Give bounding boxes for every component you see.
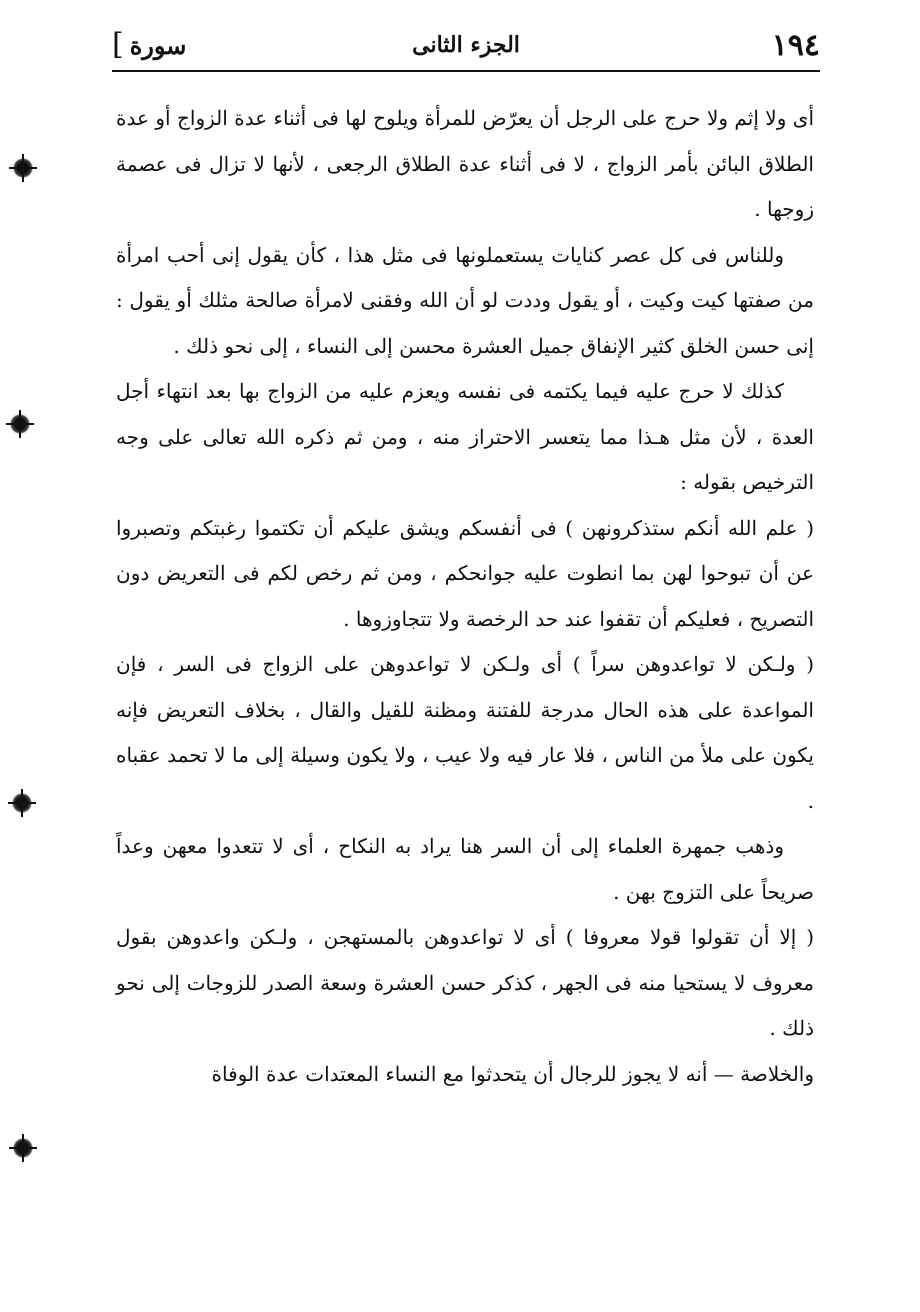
ink-blot-icon [13, 1138, 33, 1158]
paragraph-4: ( علم الله أنكم ستذكرونهن ) فى أنفسكم ويشق عليكم أن تكتموا رغبتكم وتصبروا عن أن تبوحوا لهن بما انطوت عليه جوانحكم ، ومن ثم رخص لكم فى التعريض دون التصريح ، فعليكم أن تقفوا عند حد الرخصة ولا تتجاوزوها . [116, 515, 814, 631]
page-header [112, 26, 820, 66]
ink-blot-icon [13, 158, 33, 178]
page-number: ١٩٤ [771, 28, 820, 63]
header-divider [112, 70, 820, 72]
paragraph-1: أى ولا إثم ولا حرج على الرجل أن يعرّض للمرأة ويلوح لها فى أثناء عدة الزواج أو عدة الطلاق البائن بأمر الزواج ، لا فى أثناء عدة الطلاق الرجعى ، لأنها لا تزال فى عصمة زوجها . [116, 106, 814, 221]
paragraph-6: وذهب جمهرة العلماء إلى أن السر هنا يراد به النكاح ، أى لا تتعدوا معهن وعداً صريحاً على التزوج بهن . [116, 834, 814, 904]
sura-label: سورة [129, 30, 187, 60]
sura-label-box [112, 27, 187, 62]
paragraph-8: والخلاصة — أنه لا يجوز للرجال أن يتحدثوا مع النساء المعتدات عدة الوفاة [211, 1061, 814, 1086]
ink-blot-icon [10, 414, 30, 434]
paragraph-3: كذلك لا حرج عليه فيما يكتمه فى نفسه ويعزم عليه من الزواج بها بعد انتهاء أجل العدة ، لأن مثل هـذا مما يتعسر الاحتراز منه ، ومن ثم ذكره الله تعالى على وجه الترخيص بقوله : [116, 379, 814, 494]
part-label: الجزء الثانى [412, 32, 520, 58]
ink-blot-icon [12, 793, 32, 813]
paragraph-2: وللناس فى كل عصر كنايات يستعملونها فى مثل هذا ، كأن يقول إنى أحب امرأة من صفتها كيت وكيت ، أو يقول وددت لو أن الله وفقنى لامرأة صالحة مثلك أو يقول : إنى حسن الخلق كثير الإنفاق جميل العشرة محسن إلى النساء ، إلى نحو ذلك . [116, 242, 814, 358]
paragraph-7: ( إلا أن تقولوا قولا معروفا ) أى لا تواعدوهن بالمستهجن ، ولـكن واعدوهن بقول معروف لا يستحيا منه فى الجهر ، كذكر حسن العشرة وسعة الصدر للزوجات إلى نحو ذلك . [116, 925, 814, 1040]
paragraph-5: ( ولـكن لا تواعدوهن سراً ) أى ولـكن لا تواعدوهن على الزواج فى السر ، فإن المواعدة على هذه الحال مدرجة للفتنة ومظنة للقيل والقال ، بخلاف التعريض فإنه يكون على ملأ من الناس ، فلا عار فيه ولا عيب ، ولا يكون وسيلة إلى ما لا تحمد عقباه . [116, 652, 814, 813]
page-body [116, 96, 814, 1097]
bracket-icon: [ [112, 27, 124, 62]
